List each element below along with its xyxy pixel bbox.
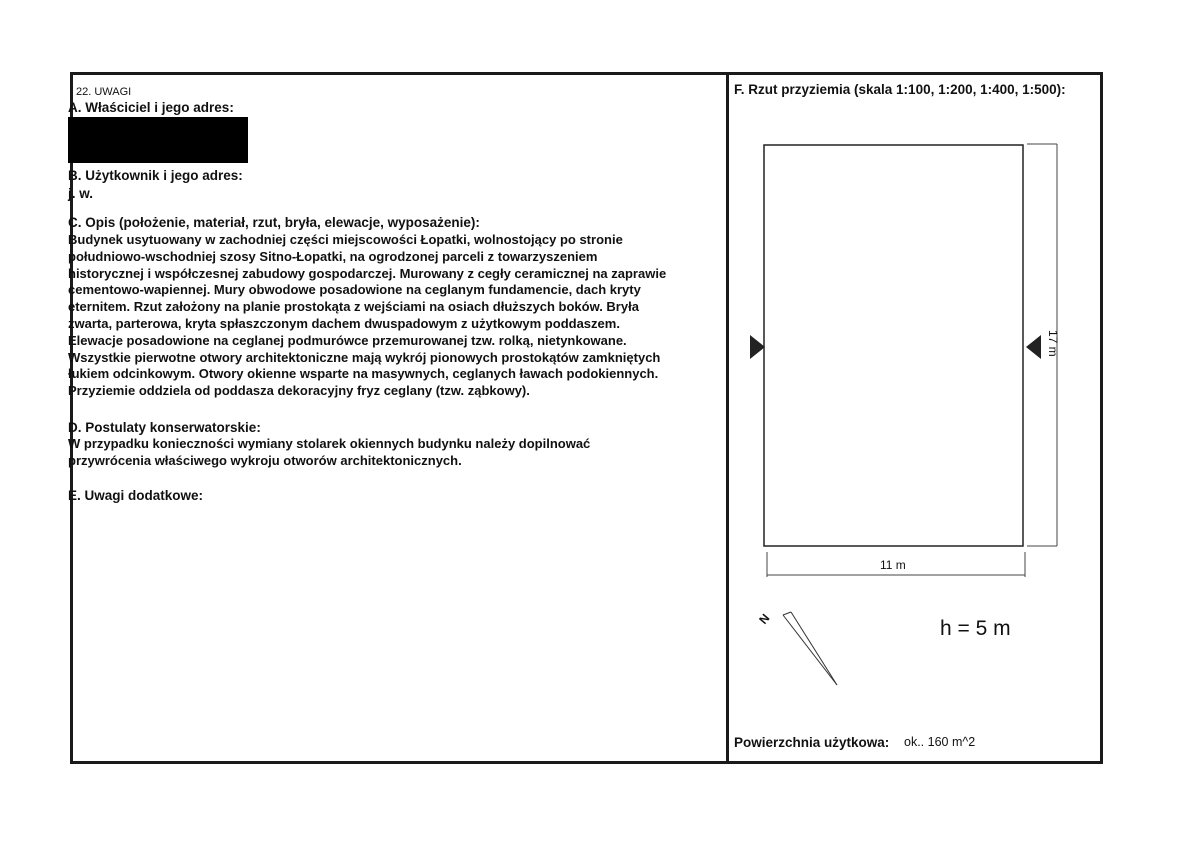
description-line: Wszystkie pierwotne otwory architektoniczne mają wykrój pionowych prostokątów zamkniętych bbox=[68, 349, 661, 365]
entrance-arrow-left bbox=[750, 335, 765, 359]
description-heading: C. Opis (położenie, materiał, rzut, bryła, elewacje, wyposażenie): bbox=[68, 215, 480, 230]
owner-heading: A. Właściciel i jego adres: bbox=[68, 100, 234, 115]
description-line: cementowo-wapiennej. Mury obwodowe posadowione na ceglanym fundamencie, dach kryty bbox=[68, 282, 641, 298]
usable-area-label: Powierzchnia użytkowa: bbox=[734, 735, 890, 750]
postulates-heading: D. Postulaty konserwatorskie: bbox=[68, 420, 261, 435]
width-label: 11 m bbox=[880, 558, 906, 572]
redacted-owner-address bbox=[68, 117, 248, 163]
user-value: j. w. bbox=[68, 186, 94, 201]
description-line: łukiem odcinkowym. Otwory okienne wsparte na masywnych, ceglanych ławach podokiennych. bbox=[68, 366, 659, 382]
north-arrow-line bbox=[791, 612, 837, 685]
description-line: południowo-wschodniej szosy Sitno-Łopatki, na ogrodzonej parceli z towarzyszeniem bbox=[68, 248, 598, 264]
description-line: Budynek usytuowany w zachodniej części miejscowości Łopatki, wolnostojący po stronie bbox=[68, 232, 623, 247]
postulates-line: przywrócenia właściwego wykroju otworów architektonicznych. bbox=[68, 452, 462, 468]
ground-plan-drawing bbox=[729, 100, 1099, 700]
postulates-text bbox=[68, 436, 728, 470]
description-line: Przyziemie oddziela od poddasza dekoracyjny fryz ceglany (tzw. ząbkowy). bbox=[68, 383, 530, 399]
north-arrow-line bbox=[783, 612, 791, 615]
north-label: N bbox=[756, 611, 773, 627]
description-line: historycznej i współczesnej zabudowy gospodarczej. Murowany z cegły ceramicznej na zaprawie bbox=[68, 265, 667, 281]
postulates-line: W przypadku konieczności wymiany stolarek okiennych budynku należy dopilnować bbox=[68, 436, 591, 451]
building-outline bbox=[764, 145, 1023, 546]
section-id: 22. UWAGI bbox=[76, 86, 132, 98]
user-heading: B. Użytkownik i jego adres: bbox=[68, 168, 243, 183]
description-text bbox=[68, 232, 728, 400]
height-label: h = 5 m bbox=[940, 617, 1011, 640]
north-arrow-line bbox=[783, 615, 837, 685]
description-line: eternitem. Rzut założony na planie prostokąta z wejściami na osiach dłuższych boków. Bryła bbox=[68, 299, 639, 315]
usable-area-value: ok.. 160 m^2 bbox=[904, 735, 976, 749]
description-line: Elewacje posadowione na ceglanej podmurówce przemurowanej tzw. rolką, nietynkowane. bbox=[68, 332, 627, 348]
description-line: zwarta, parterowa, kryta spłaszczonym dachem dwuspadowym z użytkowym poddaszem. bbox=[68, 315, 620, 331]
remarks-heading: E. Uwagi dodatkowe: bbox=[68, 488, 204, 503]
length-label: 17 m bbox=[1046, 330, 1060, 357]
entrance-arrow-right bbox=[1026, 335, 1041, 359]
ground-plan-title: F. Rzut przyziemia (skala 1:100, 1:200, 1:400, 1:500): bbox=[734, 82, 1066, 97]
